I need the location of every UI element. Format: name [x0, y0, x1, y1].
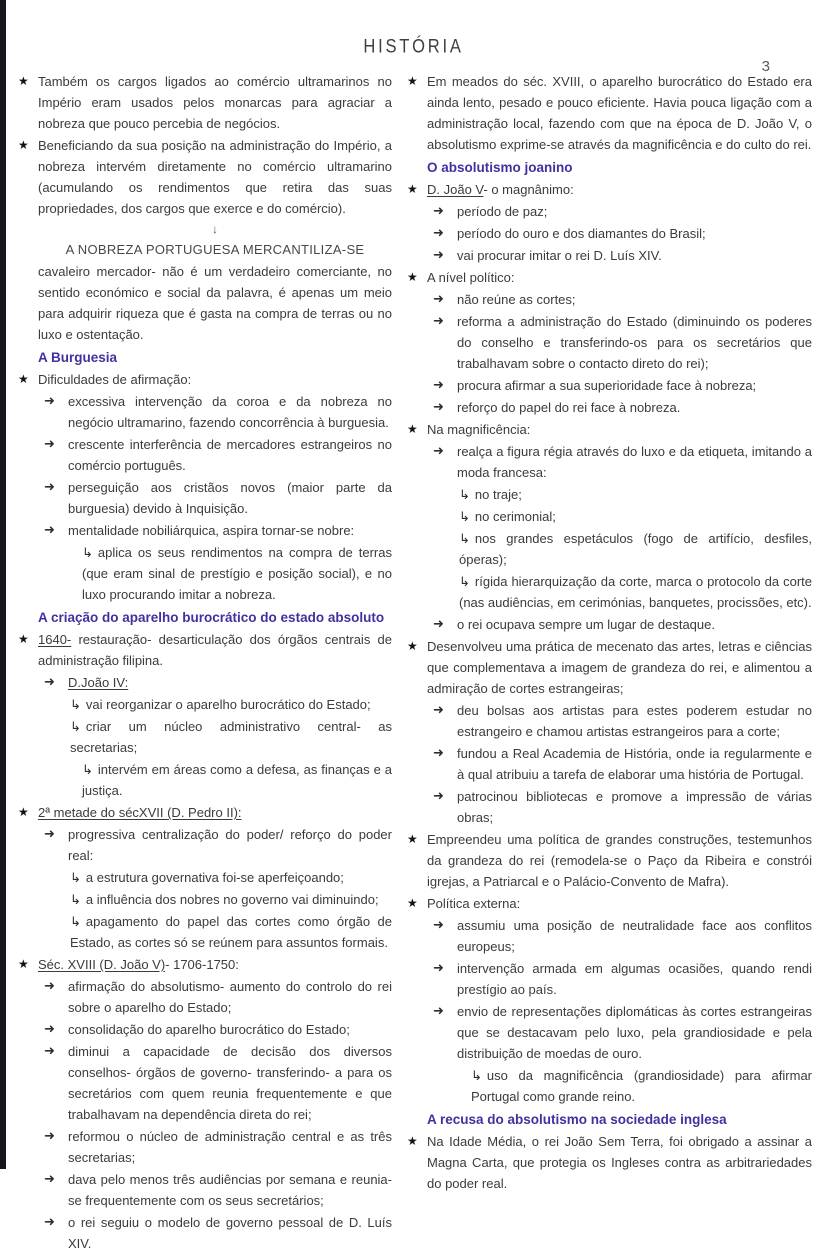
arrow-bullet-icon: ➜ [44, 1171, 55, 1186]
down-arrow-icon: ↓ [212, 222, 218, 236]
note-arrow-item: ➜ perseguição aos cristãos novos (maior parte da burguesia) devido à Inquisição. [18, 477, 392, 519]
note-arrow-item: ➜ patrocinou bibliotecas e promove a impressão de várias obras; [407, 786, 812, 828]
arrow-bullet-icon: ➜ [433, 745, 444, 760]
note-star-item: ★ A nível político: [407, 267, 812, 288]
note-arrow-item: ➜ reformou o núcleo de administração central e as três secretarias; [18, 1126, 392, 1168]
branch-arrow-icon: ↳ [459, 509, 470, 524]
branch-arrow-icon: ↳ [70, 719, 81, 734]
underlined-term: 2ª metade do sécXVII (D. Pedro II): [38, 805, 242, 820]
note-paragraph: cavaleiro mercador- não é um verdadeiro comerciante, no sentido económico e social da palavra, é apenas um meio para adquirir riqueza que é gasta na compra de terras ou no luxo e ostentação. [38, 264, 392, 342]
star-bullet-icon: ★ [18, 372, 29, 386]
branch-arrow-icon: ↳ [70, 697, 81, 712]
page-header [0, 0, 828, 57]
note-arrow-item: ➜ período do ouro e dos diamantes do Brasil; [407, 223, 812, 244]
branch-arrow-icon: ↳ [82, 762, 93, 777]
branch-arrow-icon: ↳ [459, 487, 470, 502]
note-branch-item-nested: ↳ aplica os seus rendimentos na compra de terras (que eram sinal de prestígio e posição social), e no luxo procurando imitar a nobreza. [82, 545, 392, 602]
note-branch-item: ↳ a estrutura governativa foi-se aperfeiçoando; [70, 870, 344, 885]
note-arrow-item: ➜ crescente interferência de mercadores estrangeiros no comércio português. [18, 434, 392, 476]
note-branch-item: ↳ a influência dos nobres no governo vai diminuindo; [70, 892, 379, 907]
star-bullet-icon: ★ [407, 270, 418, 284]
branch-arrow-icon: ↳ [70, 870, 81, 885]
section-heading: A Burguesia [38, 350, 118, 365]
arrow-bullet-icon: ➜ [44, 479, 55, 494]
arrow-bullet-icon: ➜ [44, 1214, 55, 1229]
note-arrow-item: ➜ dava pelo menos três audiências por semana e reunia-se frequentemente com os seus secretários; [18, 1169, 392, 1211]
arrow-bullet-icon: ➜ [44, 436, 55, 451]
star-bullet-icon: ★ [407, 1134, 418, 1148]
arrow-bullet-icon: ➜ [44, 393, 55, 408]
note-branch-item: ↳ apagamento do papel das cortes como órgão de Estado, as cortes só se reúnem para assuntos formais. [70, 914, 392, 950]
note-branch-item-nested: ↳ intervém em áreas como a defesa, as finanças e a justiça. [82, 762, 392, 798]
note-arrow-item: ➜ diminui a capacidade de decisão dos diversos conselhos- órgãos de governo- transferindo- a para os secretários com quem reunia frequentemente e que trabalhavam na dependência direta do rei; [18, 1041, 392, 1125]
branch-arrow-icon: ↳ [70, 892, 81, 907]
note-star-item: ★ Beneficiando da sua posição na administração do Império, a nobreza intervém diretamente no comércio ultramarino (acumulando os rendimentos que retira das suas propriedades, dos cargos que exerce e do comércio). [18, 135, 392, 219]
arrow-bullet-icon: ➜ [433, 225, 444, 240]
branch-arrow-icon: ↳ [459, 574, 470, 589]
star-bullet-icon: ★ [18, 74, 29, 88]
arrow-bullet-icon: ➜ [44, 978, 55, 993]
arrow-bullet-icon: ➜ [433, 399, 444, 414]
star-bullet-icon: ★ [18, 138, 29, 152]
note-star-item: ★ Em meados do séc. XVIII, o aparelho burocrático do Estado era ainda lento, pesado e pouco eficiente. Havia pouca ligação com a administração local, fazendo com que na época de D. João V, o absolutismo exprime-se através da magnificência e do culto do rei. [407, 71, 812, 155]
arrow-bullet-icon: ➜ [433, 917, 444, 932]
note-arrow-item: ➜ fundou a Real Academia de História, onde ia regularmente e à qual atribuiu a tarefa de elaborar uma história de Portugal. [407, 743, 812, 785]
note-branch-item-nested: ↳ uso da magnificência (grandiosidade) para afirmar Portugal como grande reino. [471, 1068, 812, 1104]
note-arrow-item: ➜ período de paz; [407, 201, 812, 222]
arrow-bullet-icon: ➜ [44, 826, 55, 841]
note-star-item: ★ Também os cargos ligados ao comércio ultramarinos no Império eram usados pelos monarcas para agraciar a nobreza que pouco percebia de negócios. [18, 71, 392, 134]
note-branch-item: ↳ no traje; [459, 487, 522, 502]
arrow-bullet-icon: ➜ [433, 702, 444, 717]
column-right [407, 71, 812, 1195]
note-arrow-item: ➜ excessiva intervenção da coroa e da nobreza no negócio ultramarino, fazendo concorrência à burguesia. [18, 391, 392, 433]
note-arrow-item [18, 672, 392, 693]
page-title: HISTÓRIA [363, 35, 465, 57]
notes-columns [0, 57, 828, 1255]
section-heading: A recusa do absolutismo na sociedade inglesa [427, 1112, 727, 1127]
star-bullet-icon: ★ [407, 422, 418, 436]
branch-arrow-icon: ↳ [82, 545, 93, 560]
note-star-item: ★ D. João V- o magnânimo: [407, 179, 812, 200]
underlined-term: Séc. XVIII (D. João V) [38, 957, 166, 972]
arrow-bullet-icon: ➜ [44, 522, 55, 537]
note-arrow-item: ➜ reforço do papel do rei face à nobreza. [407, 397, 812, 418]
branch-arrow-icon: ↳ [70, 914, 81, 929]
note-star-item: ★ Dificuldades de afirmação: [18, 369, 392, 390]
arrow-bullet-icon: ➜ [433, 377, 444, 392]
arrow-bullet-icon: ➜ [44, 674, 55, 689]
star-bullet-icon: ★ [407, 182, 418, 196]
note-arrow-item: ➜ procura afirmar a sua superioridade face à nobreza; [407, 375, 812, 396]
underlined-term: D.João IV: [68, 675, 129, 690]
notebook-edge-strip [0, 0, 6, 1169]
note-branch-item: ↳ nos grandes espetáculos (fogo de artifício, desfiles, óperas); [459, 531, 812, 567]
arrow-bullet-icon: ➜ [433, 313, 444, 328]
arrow-bullet-icon: ➜ [44, 1021, 55, 1036]
note-arrow-item: ➜ vai procurar imitar o rei D. Luís XIV. [407, 245, 812, 266]
flow-connector [18, 220, 392, 238]
arrow-bullet-icon: ➜ [433, 960, 444, 975]
arrow-bullet-icon: ➜ [433, 291, 444, 306]
column-left [18, 71, 392, 1255]
note-arrow-item: ➜ progressiva centralização do poder/ reforço do poder real: [18, 824, 392, 866]
arrow-bullet-icon: ➜ [433, 616, 444, 631]
section-heading: A criação do aparelho burocrático do estado absoluto [38, 610, 385, 625]
star-bullet-icon: ★ [18, 632, 29, 646]
note-arrow-item: ➜ afirmação do absolutismo- aumento do controlo do rei sobre o aparelho do Estado; [18, 976, 392, 1018]
note-arrow-item: ➜ deu bolsas aos artistas para estes poderem estudar no estrangeiro e chamou artistas estrangeiros para a corte; [407, 700, 812, 742]
star-bullet-icon: ★ [407, 896, 418, 910]
note-arrow-item: ➜ reforma a administração do Estado (diminuindo os poderes do conselho e transferindo-os para os secretários que trabalhavam sobre o contacto direto do rei); [407, 311, 812, 374]
note-branch-item: ↳ no cerimonial; [459, 509, 556, 524]
arrow-bullet-icon: ➜ [44, 1128, 55, 1143]
star-bullet-icon: ★ [407, 74, 418, 88]
note-arrow-item: ➜ mentalidade nobiliárquica, aspira tornar-se nobre: [18, 520, 392, 541]
note-branch-item: ↳ criar um núcleo administrativo central- as secretarias; [70, 719, 392, 755]
branch-arrow-icon: ↳ [471, 1068, 482, 1083]
star-bullet-icon: ★ [18, 805, 29, 819]
underlined-term: 1640- [38, 632, 72, 647]
note-arrow-item: ➜ consolidação do aparelho burocrático do Estado; [18, 1019, 392, 1040]
note-star-item: ★ Desenvolveu uma prática de mecenato das artes, letras e ciências que complementava a imagem de grandeza do rei, e alimentou a admiração de cortes estrangeiras; [407, 636, 812, 699]
note-star-item: ★ Política externa: [407, 893, 812, 914]
note-star-item [18, 802, 392, 823]
arrow-bullet-icon: ➜ [433, 203, 444, 218]
branch-arrow-icon: ↳ [459, 531, 470, 546]
underlined-term: D. João V [427, 182, 484, 197]
page-number: 3 [761, 58, 770, 75]
arrow-bullet-icon: ➜ [433, 1003, 444, 1018]
note-branch-item: ↳ rígida hierarquização da corte, marca o protocolo da corte (nas audiências, em cerimónias, banquetes, procissões, etc). [459, 574, 812, 610]
note-arrow-item: ➜ o rei ocupava sempre um lugar de destaque. [407, 614, 812, 635]
note-arrow-item: ➜ assumiu uma posição de neutralidade face aos conflitos europeus; [407, 915, 812, 957]
section-heading: O absolutismo joanino [427, 160, 573, 175]
star-bullet-icon: ★ [18, 957, 29, 971]
note-star-item: ★ Empreendeu uma política de grandes construções, testemunhos da grandeza do rei (remodela-se o Paço da Ribeira e constrói igrejas, a Patriarcal e o Palácio-Convento de Mafra). [407, 829, 812, 892]
note-arrow-item: ➜ não reúne as cortes; [407, 289, 812, 310]
arrow-bullet-icon: ➜ [44, 1043, 55, 1058]
star-bullet-icon: ★ [407, 832, 418, 846]
note-branch-item: ↳ vai reorganizar o aparelho burocrático do Estado; [70, 697, 371, 712]
arrow-bullet-icon: ➜ [433, 788, 444, 803]
note-star-item: ★ Séc. XVIII (D. João V)- 1706-1750: [18, 954, 392, 975]
arrow-bullet-icon: ➜ [433, 247, 444, 262]
note-arrow-item: ➜ intervenção armada em algumas ocasiões, quando rendi prestígio ao país. [407, 958, 812, 1000]
star-bullet-icon: ★ [407, 639, 418, 653]
note-arrow-item: ➜ o rei seguiu o modelo de governo pessoal de D. Luís XIV. [18, 1212, 392, 1254]
note-arrow-item: ➜ envio de representações diplomáticas às cortes estrangeiras que se destacavam pelo luxo, pela grandiosidade e pela distribuição de moedas de ouro. [407, 1001, 812, 1064]
note-arrow-item: ➜ realça a figura régia através do luxo e da etiqueta, imitando a moda francesa: [407, 441, 812, 483]
note-star-item: ★ Na magnificência: [407, 419, 812, 440]
note-star-item: ★ 1640- restauração- desarticulação dos órgãos centrais de administração filipina. [18, 629, 392, 671]
section-center-title: A NOBREZA PORTUGUESA MERCANTILIZA-SE [65, 242, 365, 257]
note-star-item: ★ Na Idade Média, o rei João Sem Terra, foi obrigado a assinar a Magna Carta, que protegia os Ingleses contra as arbitrariedades do poder real. [407, 1131, 812, 1194]
arrow-bullet-icon: ➜ [433, 443, 444, 458]
